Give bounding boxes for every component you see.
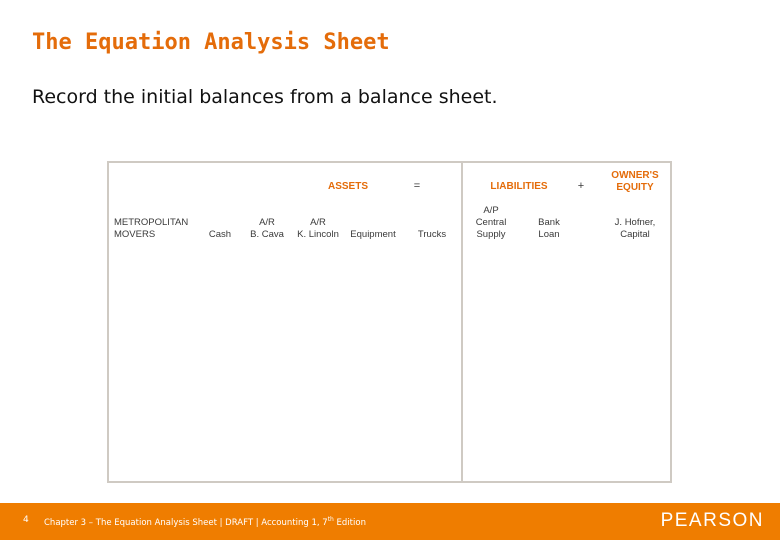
- footer-bar: [0, 503, 780, 540]
- col-ap-line3: Supply: [476, 229, 506, 240]
- col-ar-cava-line2: B. Cava: [250, 229, 284, 240]
- assets-header: ASSETS: [327, 181, 369, 192]
- col-capital-line1: J. Hofner,: [614, 217, 656, 228]
- plus-sign: +: [577, 180, 585, 192]
- footer-text-superscript: th: [327, 516, 334, 523]
- equals-sign: =: [413, 180, 421, 192]
- slide-title: The Equation Analysis Sheet: [32, 30, 390, 55]
- company-name-line1: METROPOLITAN: [114, 217, 189, 228]
- footer-text-tail: Edition: [333, 517, 366, 528]
- liabilities-header: LIABILITIES: [490, 181, 548, 192]
- footer-text: [44, 516, 366, 528]
- page-number: 4: [23, 515, 29, 525]
- company-name-line2: MOVERS: [114, 229, 156, 240]
- col-bank-loan-line2: Loan: [538, 229, 560, 240]
- col-bank-loan-line1: Bank: [538, 217, 560, 228]
- footer-text-main: Chapter 3 – The Equation Analysis Sheet | DRAFT | Accounting 1, 7: [44, 517, 328, 528]
- col-equipment: Equipment: [350, 229, 396, 240]
- equation-analysis-sheet: [107, 161, 672, 483]
- col-ar-lincoln-line1: A/R: [310, 217, 326, 228]
- owners-equity-header-line1: OWNER'S: [611, 170, 659, 181]
- col-capital-line2: Capital: [620, 229, 650, 240]
- slide-subtitle: Record the initial balances from a balance sheet.: [32, 86, 498, 108]
- col-ap-line1: A/P: [483, 205, 499, 216]
- col-ap-line2: Central: [475, 217, 507, 228]
- col-ar-cava-line1: A/R: [259, 217, 275, 228]
- col-trucks: Trucks: [417, 229, 447, 240]
- sheet-divider: [461, 163, 463, 481]
- owners-equity-header-line2: EQUITY: [616, 182, 654, 193]
- pearson-logo: PEARSON: [660, 510, 764, 531]
- col-cash: Cash: [208, 229, 232, 240]
- col-ar-lincoln-line2: K. Lincoln: [297, 229, 339, 240]
